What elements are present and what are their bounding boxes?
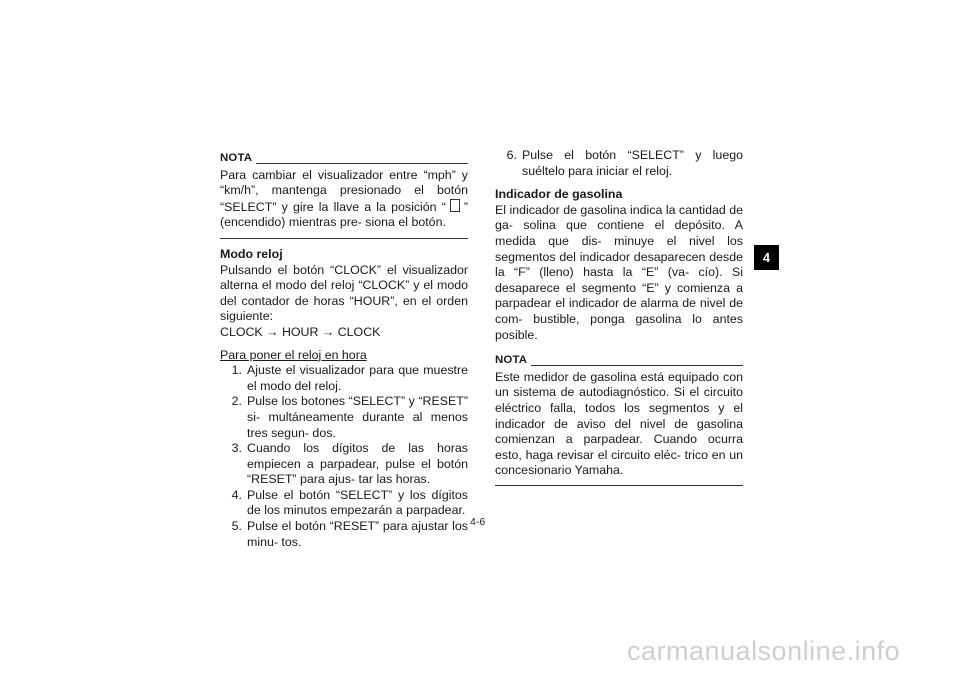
page-number: 4-6: [470, 516, 486, 528]
list-item: 2. Pulse los botones “SELECT” y “RESET” si- multáneamente durante al menos tres segun- dos.: [231, 394, 468, 440]
key-on-symbol-icon: [450, 199, 460, 212]
nota-rule: [531, 365, 743, 366]
section-heading-modo-reloj: Modo reloj: [220, 246, 283, 261]
watermark: carmanualsonline.info: [627, 636, 901, 666]
steps-list: [220, 363, 468, 550]
right-column: [495, 148, 743, 486]
list-item: 4. Pulse el botón “SELECT” y los dígitos de los minutos empezarán a parpadear.: [231, 487, 468, 518]
chapter-tab: 4: [754, 245, 779, 270]
nota-header: [495, 353, 743, 369]
nota-header: [220, 151, 468, 167]
list-item: 6. Pulse el botón “SELECT” y luego suéltelo para iniciar el reloj.: [506, 148, 743, 178]
nota-rule: [256, 163, 468, 164]
nota-end-rule: [220, 238, 468, 239]
gasolina-text: El indicador de gasolina indica la cantidad de ga- solina que contiene el depósito. A medida que dis- minuye el nivel los segmentos del indicador desaparecen desde la “F” (lleno) hasta la “E” (va- cío). Si desaparece el segmento “E” y comienza a parpadear el indicador de alarma de nivel de com- bustible, ponga gasolina lo antes posible.: [495, 202, 743, 342]
nota-label: NOTA: [495, 354, 528, 367]
clock-mode-sequence: CLOCK → HOUR → CLOCK: [220, 324, 381, 339]
list-item: 3. Cuando los dígitos de las horas empiecen a parpadear, pulse el botón “RESET” para ajus- tar las horas.: [231, 441, 468, 487]
list-item: 1. Ajuste el visualizador para que muestre el modo del reloj.: [231, 363, 468, 393]
nota-text: Para cambiar el visualizador entre “mph” y “km/h”, mantenga presionado el botón “SELECT” y gire la llave a la posición “ ” (encendido) mientras pre- siona el botón.: [220, 167, 468, 230]
modo-reloj-text: Pulsando el botón “CLOCK” el visualizador alterna el modo del reloj “CLOCK” y el modo del contador de horas “HOUR”, en el orden siguiente:: [220, 262, 468, 324]
section-heading-gasolina: Indicador de gasolina: [495, 187, 623, 202]
nota-text: Este medidor de gasolina está equipado con un sistema de autodiagnóstico. Si el circuito eléctrico falla, todos los segmentos y el indicador de aviso del nivel de gasolina comienzan a parpadear. Cuando ocurra esto, haga revisar el circuito eléc- trico en un concesionario Yamaha.: [495, 369, 743, 478]
left-column: [220, 151, 468, 550]
nota-end-rule: [495, 485, 743, 486]
subheading-poner-reloj: Para poner el reloj en hora: [220, 347, 367, 362]
steps-list-continued: [495, 148, 743, 179]
nota-label: NOTA: [220, 152, 253, 164]
list-item: 5. Pulse el botón “RESET” para ajustar los minu- tos.: [231, 519, 468, 549]
